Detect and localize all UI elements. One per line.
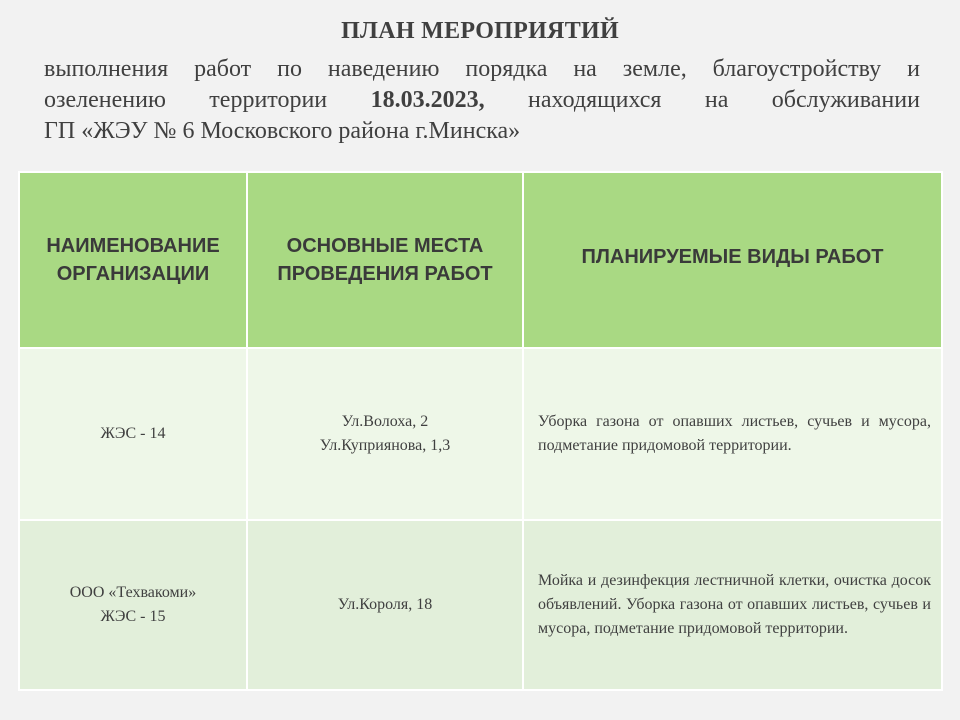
cell-text: Ул.Короля, 18 <box>337 596 433 613</box>
table-row <box>19 520 942 690</box>
cell-text: Ул.Куприянова, 1,3 <box>319 437 451 454</box>
cell-works: Уборка газона от опавших листьев, сучьев и мусора, подметание придомовой территории. <box>523 348 942 520</box>
subtitle-date: 18.03.2023, <box>370 87 485 113</box>
subtitle-word: благоустройству <box>712 56 882 82</box>
subtitle-word: озеленению <box>44 87 166 113</box>
header-text: ОРГАНИЗАЦИИ <box>56 263 210 285</box>
subtitle-word: наведению <box>327 56 440 82</box>
cell-organization <box>19 348 247 520</box>
subtitle-line-2 <box>44 85 920 116</box>
cell-places <box>247 520 523 690</box>
subtitle-word: порядка <box>465 56 548 82</box>
subtitle-line-1 <box>44 54 920 85</box>
table-header-row <box>19 172 942 348</box>
cell-text: ООО «Техвакоми» <box>69 584 197 601</box>
cell-works: Мойка и дезинфекция лестничной клетки, очистка досок объявлений. Уборка газона от опавших листьев, сучьев и мусора, подметание придомовой территории. <box>523 520 942 690</box>
header-text: ПРОВЕДЕНИЯ РАБОТ <box>277 263 493 285</box>
cell-places <box>247 348 523 520</box>
subtitle-word: на <box>573 56 597 82</box>
header-places <box>247 172 523 348</box>
header-text: ОСНОВНЫЕ МЕСТА <box>286 235 484 257</box>
cell-text: Ул.Волоха, 2 <box>341 413 429 430</box>
subtitle-word: на <box>704 87 729 113</box>
page-title: ПЛАН МЕРОПРИЯТИЙ <box>341 18 619 44</box>
subtitle-word: выполнения <box>44 56 169 82</box>
subtitle-word: и <box>907 56 920 82</box>
plan-table <box>18 171 943 691</box>
header-organization <box>19 172 247 348</box>
subtitle-word: земле, <box>622 56 687 82</box>
header-works <box>523 172 942 348</box>
header-text: НАИМЕНОВАНИЕ <box>46 235 220 257</box>
header-text: ПЛАНИРУЕМЫЕ ВИДЫ РАБОТ <box>581 246 884 268</box>
cell-text: ЖЭС - 14 <box>100 425 166 442</box>
cell-text: ЖЭС - 15 <box>100 608 166 625</box>
subtitle-word: территории <box>209 87 328 113</box>
subtitle-word: обслуживании <box>771 87 920 113</box>
table-row <box>19 348 942 520</box>
subtitle-line-3: ГП «ЖЭУ № 6 Московского района г.Минска» <box>44 118 521 144</box>
subtitle-word: находящихся <box>527 87 662 113</box>
cell-organization <box>19 520 247 690</box>
subtitle-word: работ <box>194 56 252 82</box>
subtitle-word: по <box>277 56 302 82</box>
page-subtitle <box>44 54 920 147</box>
